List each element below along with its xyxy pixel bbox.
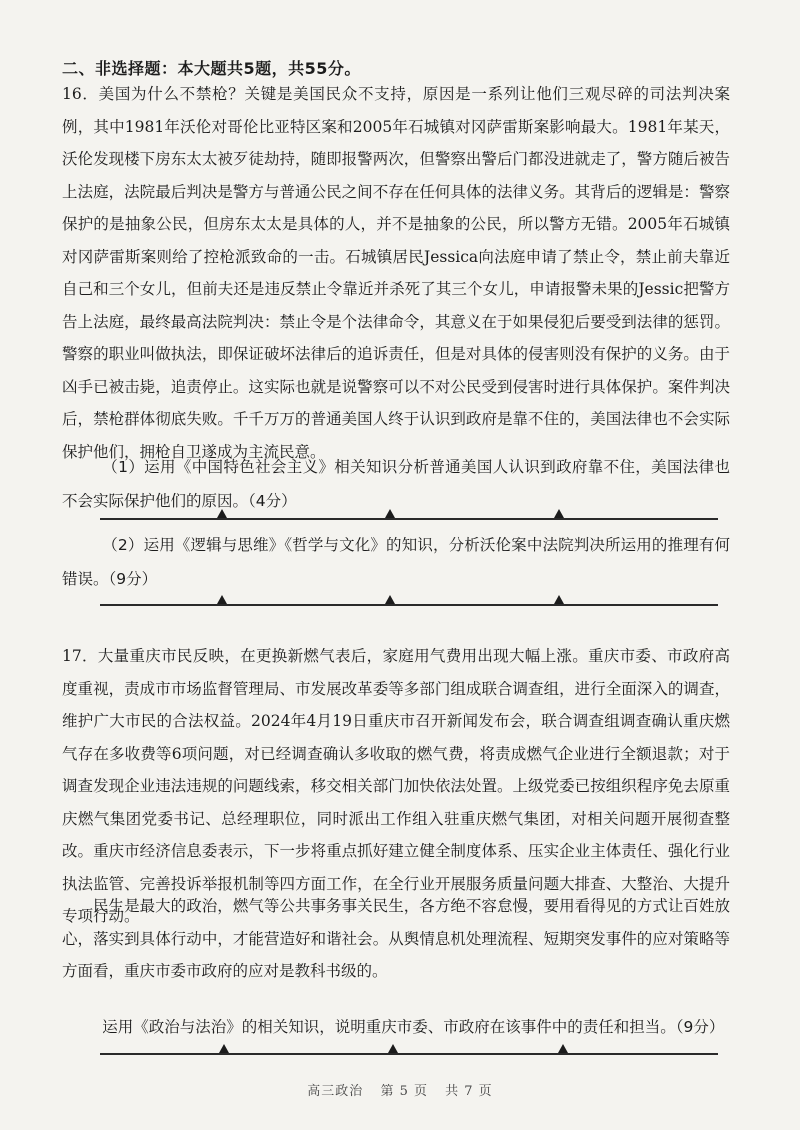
question-16-text: 16．美国为什么不禁枪？关键是美国民众不支持，原因是一系列让他们三观尽碎的司法判决案例，其中1981年沃伦对哥伦比亚特区案和2005年石城镇对冈萨雷斯案影响最大。1981年某天，沃伦发现楼下房东太太被歹徒劫持，随即报警两次，但警察出警后门都没进就走了，警方随后被告上法庭，法院最后判决是警方与普通公民之间不存在任何具体的法律义务。其背后的逻辑是：警察保护的是抽象公民，但房东太太是具体的人，并不是抽象的公民，所以警方无错。2005年石城镇对冈萨雷斯案则给了控枪派致命的一击。石城镇居民Jessica向法庭申请了禁止令，禁止前夫靠近自己和三个女儿，但前夫还是违反禁止令靠近并杀死了其三个女儿，申请报警未果的Jessic把警方告上法庭，最终最高法院判决：禁止令是个法律命令，其意义在于如果侵犯后要受到法律的惩罚。警察的职业叫做执法，即保证破坏法律后的追诉责任，但是对具体的侵害则没有保护的义务。由于凶手已被击毙，追责停止。这实际也就是说警察可以不对公民受到侵害时进行具体保护。案件判决后，禁枪群体彻底失败。千千万万的普通美国人终于认识到政府是靠不住的，美国法律也不会实际保护他们，拥枪自卫遂成为主流民意。 [62, 85, 730, 461]
question-17-text-2: 民生是最大的政治，燃气等公共事务事关民生，各方绝不容怠慢，要用看得见的方式让百姓放心，落实到具体行动中，才能营造好和谐社会。从舆情息机处理流程、短期突发事件的应对策略等方面看，重庆市委市政府的应对是教科书级的。 [62, 897, 730, 980]
triangle-marker-icon [219, 1044, 229, 1053]
footer-page-number: 第 5 页 [380, 1084, 428, 1099]
triangle-marker-icon [558, 1044, 568, 1053]
answer-line [100, 1053, 718, 1055]
triangle-marker-icon [217, 509, 227, 518]
question-17-text: 17．大量重庆市民反映，在更换新燃气表后，家庭用气费用出现大幅上涨。重庆市委、市政府高度重视，责成市市场监督管理局、市发展改革委等多部门组成联合调查组，进行全面深入的调查，维护广大市民的合法权益。2024年4月19日重庆市召开新闻发布会，联合调查组调查确认重庆燃气存在多收费等6项问题，对已经调查确认多收取的燃气费，将责成燃气企业进行全额退款；对于调查发现企业违法违规的问题线索，移交相关部门加快依法处置。上级党委已按组织程序免去原重庆燃气集团党委书记、总经理职位，同时派出工作组入驻重庆燃气集团，对相关问题开展彻查整改。重庆市经济信息委表示，下一步将重点抓好建立健全制度体系、压实企业主体责任、强化行业执法监管、完善投诉举报机制等四方面工作，在全行业开展服务质量问题大排查、大整治、大提升专项行动。 [62, 647, 730, 925]
question-16-sub-2: （2）运用《逻辑与思维》《哲学与文化》的知识，分析沃伦案中法院判决所运用的推理有何错误。（9分） [62, 536, 730, 588]
section-title: 二、非选择题：本大题共5题，共55分。 [62, 59, 361, 78]
footer-subject: 高三政治 [307, 1084, 364, 1099]
triangle-marker-icon [388, 1044, 398, 1053]
triangle-marker-icon [385, 509, 395, 518]
triangle-marker-icon [385, 595, 395, 604]
question-17-sub: 运用《政治与法治》的相关知识，说明重庆市委、市政府在该事件中的责任和担当。（9分） [102, 1018, 725, 1036]
triangle-marker-icon [554, 595, 564, 604]
triangle-marker-icon [217, 595, 227, 604]
footer-total-pages: 共 7 页 [445, 1084, 493, 1099]
triangle-marker-icon [554, 509, 564, 518]
question-16-sub-1: （1）运用《中国特色社会主义》相关知识分析普通美国人认识到政府靠不住，美国法律也不会实际保护他们的原因。（4分） [62, 458, 730, 510]
answer-line [100, 604, 718, 606]
answer-line [100, 518, 718, 520]
page-footer [0, 1080, 800, 1099]
